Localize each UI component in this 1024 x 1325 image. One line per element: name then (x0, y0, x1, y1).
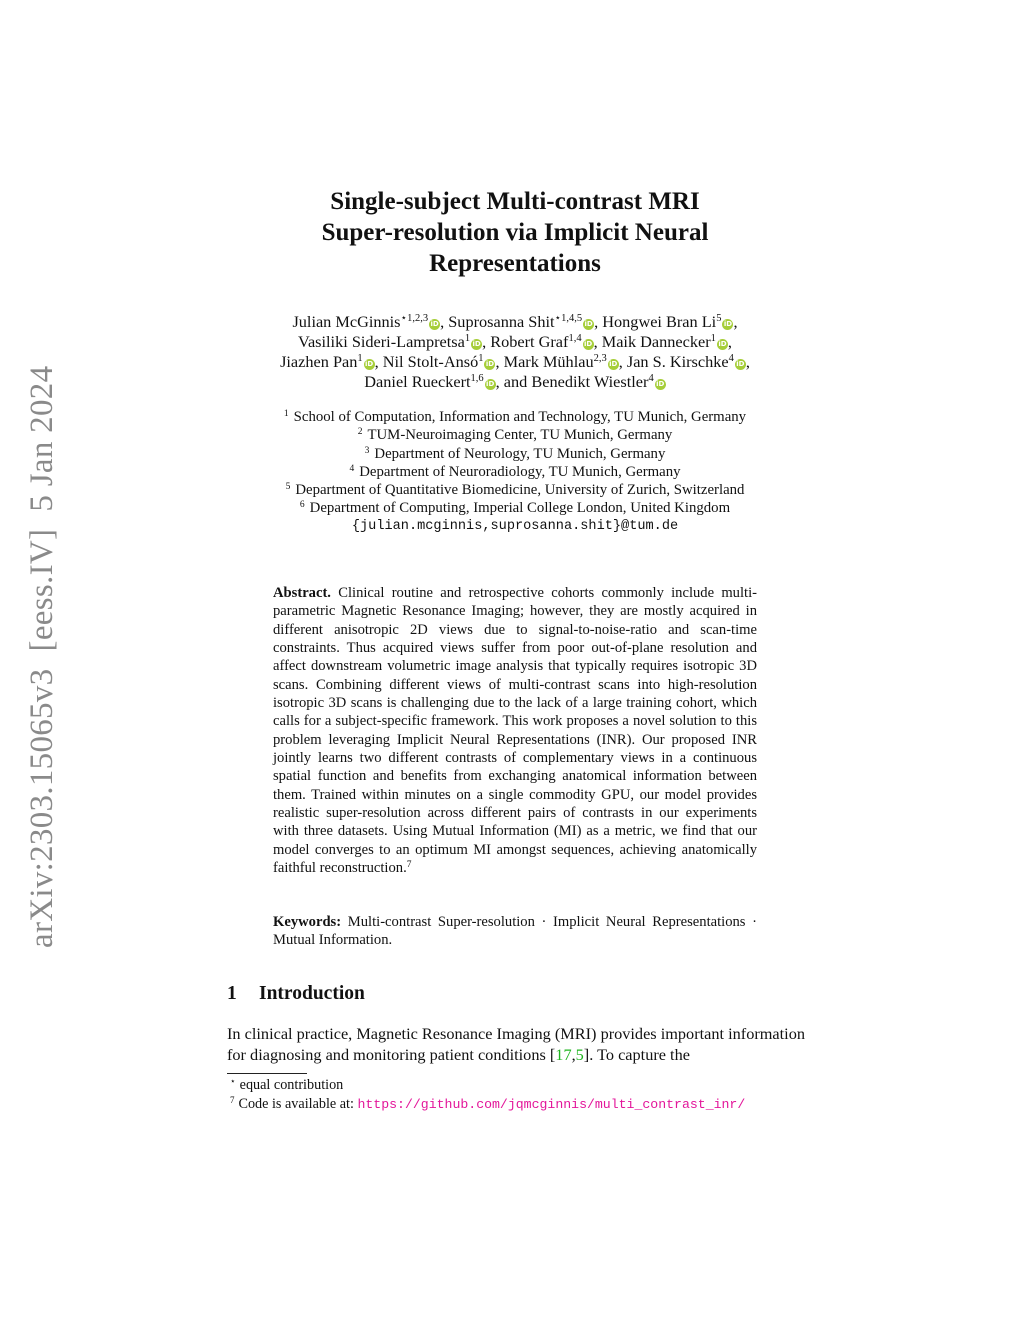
footnote (230, 1095, 830, 1115)
author-affiliation-marks: 4 (648, 373, 654, 384)
author-name: Suprosanna Shit (448, 312, 555, 331)
affiliation-number: 4 (349, 463, 355, 474)
affiliation-number: 3 (364, 445, 370, 456)
section-heading-introduction (227, 982, 365, 1006)
footnote-text: equal contribution (239, 1077, 344, 1093)
author-name: Jan S. Kirschke (626, 352, 729, 371)
affiliation-line (200, 445, 830, 463)
section-title: Introduction (259, 983, 365, 1004)
footnotes (230, 1076, 830, 1114)
orcid-icon[interactable]: iD (656, 380, 665, 388)
introduction-paragraph (227, 1024, 805, 1065)
affiliation-text: TUM-Neuroimaging Center, TU Munich, Germany (367, 427, 673, 444)
affiliation-text: School of Computation, Information and Technology, TU Munich, Germany (293, 409, 747, 425)
keywords (273, 913, 757, 950)
author-name: Jiazhen Pan (280, 352, 358, 371)
affiliation-list (200, 408, 830, 536)
orcid-icon[interactable]: iD (723, 320, 733, 328)
orcid-icon[interactable]: iD (609, 360, 618, 368)
author-name: Julian McGinnis (292, 312, 401, 331)
author-affiliation-marks: 2,3 (593, 353, 607, 364)
author-affiliation-marks: 1 (357, 353, 363, 364)
footnote-reference[interactable]: 7 (406, 860, 412, 871)
abstract-label: Abstract. (273, 585, 331, 601)
contact-email[interactable]: {julian.mcginnis,suprosanna.shit}@tum.de (351, 518, 679, 534)
citation-link[interactable]: 5 (575, 1044, 584, 1064)
author-name: Hongwei Bran Li (602, 312, 717, 331)
affiliation-line (200, 426, 830, 444)
author-list: Julian McGinnis$^{⋆1,2,3}$ iD, Suprosanna Shit$^{⋆1,4,5}$ iD, Hongwei Bran Li$^5$ iD, Vasiliki Sideri-Lampretsa$^1$ iD, Robert Graf$^{1,4}$ iD, Maik Dannecker$^1$ iD, Jiazhen Pan$^1$ iD, Nil Stolt-Ansó$^1$ iD, Mark Mühlau$^{2,3}$ iD, Jan S. Kirschke$^4$ iD, Daniel Rueckert$^{1,6}$ iD, and Benedikt Wiestler$^4$ iD (280, 312, 750, 391)
code-repository-link[interactable]: https://github.com/jqmcginnis/multi_contrast_inr/ (357, 1096, 746, 1112)
orcid-icon[interactable]: iD (583, 340, 593, 348)
author-connector: and (503, 372, 528, 391)
orcid-icon[interactable]: iD (486, 380, 495, 388)
author-name: Robert Graf (490, 332, 569, 351)
author-affiliation-marks: ⋆1,4,5 (554, 313, 583, 324)
author-name: Daniel Rueckert (364, 372, 471, 391)
footnote-divider (227, 1073, 307, 1074)
affiliation-line (200, 463, 830, 481)
affiliation-text: Department of Quantitative Biomedicine, University of Zurich, Switzerland (295, 482, 745, 499)
affiliation-number: 6 (299, 500, 305, 511)
orcid-icon[interactable]: iD (718, 340, 727, 348)
title-line: Representations (429, 250, 601, 277)
orcid-icon[interactable]: iD (430, 320, 439, 328)
footnote-text: Code is available at: (238, 1095, 358, 1112)
title-line: Single-subject Multi-contrast MRI (330, 188, 700, 215)
affiliation-line (200, 499, 830, 517)
author-name: Mark Mühlau (503, 352, 594, 371)
affiliation-text: Department of Neurology, TU Munich, Germany (374, 445, 666, 462)
author-affiliation-marks: 4 (728, 353, 734, 364)
affiliation-number: 1 (283, 409, 289, 419)
paper-title (200, 186, 830, 279)
section-number: 1 (227, 983, 237, 1004)
author-affiliation-marks: 5 (716, 313, 722, 324)
author-affiliation-marks: 1 (710, 333, 716, 344)
author-affiliation-marks: ⋆1,2,3 (400, 313, 429, 324)
affiliation-line (200, 408, 830, 426)
affiliation-number: 5 (285, 482, 291, 493)
affiliation-text: Department of Computing, Imperial College London, United Kingdom (309, 500, 731, 517)
intro-text: ]. To capture the (583, 1044, 690, 1064)
intro-text: In clinical practice, Magnetic Resonance Imaging (MRI) provides important information for diagnosing and monitoring patient conditions [ (227, 1024, 805, 1064)
citation-link[interactable]: 17 (555, 1044, 572, 1064)
abstract-text: Clinical routine and retrospective cohorts commonly include multi-parametric Magnetic Resonance Imaging; however, they are mostly acquired in different anisotropic 2D views due to signal-to-noise-ratio and scan-time constraints. Thus acquired views suffer from poor out-of-plane resolution and affect downstream volumetric image analysis that typically requires isotropic 3D scans. Combining different views of multi-contrast scans into high-resolution isotropic 3D scans is challenging due to the lack of a large training cohort, which calls for a subject-specific framework. This work proposes a novel solution to this problem leveraging Implicit Neural Representations (INR). Our proposed INR jointly learns two different contrasts of complementary views in a continuous spatial function and benefits from exchanging anatomical information between them. Trained within minutes on a single commodity GPU, our model provides realistic super-resolution across different pairs of contrasts in our experiments with three datasets. Using Mutual Information (MI) as a metric, we find that our model converges to an optimum MI amongst sequences, achieving anatomically faithful reconstruction. (273, 585, 757, 877)
abstract (273, 584, 757, 878)
arxiv-identifier-stamp[interactable]: arXiv:2303.15065v3 [eess.IV] 5 Jan 2024 (24, 365, 60, 948)
footnote-mark: 7 (230, 1094, 235, 1105)
citation-separator: , (571, 1044, 576, 1064)
author-name: Nil Stolt-Ansó (382, 352, 479, 371)
author-affiliation-marks: 1,6 (470, 373, 484, 384)
orcid-icon[interactable]: iD (472, 340, 481, 348)
affiliation-text: Department of Neuroradiology, TU Munich, Germany (359, 463, 681, 480)
author-affiliation-marks: 1,4 (568, 333, 582, 344)
footnote-mark: ⋆ (230, 1076, 236, 1086)
orcid-icon[interactable]: iD (736, 360, 745, 368)
author-name: Maik Dannecker (601, 332, 711, 351)
affiliation-line (200, 481, 830, 499)
title-line: Super-resolution via Implicit Neural (321, 219, 709, 246)
orcid-icon[interactable]: iD (584, 320, 593, 328)
footnote (230, 1076, 830, 1095)
affiliation-number: 2 (357, 427, 363, 438)
author-name: Benedikt Wiestler (531, 372, 649, 391)
author-name: Vasiliki Sideri-Lampretsa (298, 332, 465, 351)
orcid-icon[interactable]: iD (485, 360, 495, 368)
orcid-icon[interactable]: iD (365, 360, 374, 368)
keywords-text: Multi-contrast Super-resolution · Implicit Neural Representations · Mutual Information. (273, 914, 757, 949)
author-affiliation-marks: 1 (478, 353, 484, 364)
author-affiliation-marks: 1 (464, 333, 471, 344)
keywords-label: Keywords: (273, 914, 342, 930)
